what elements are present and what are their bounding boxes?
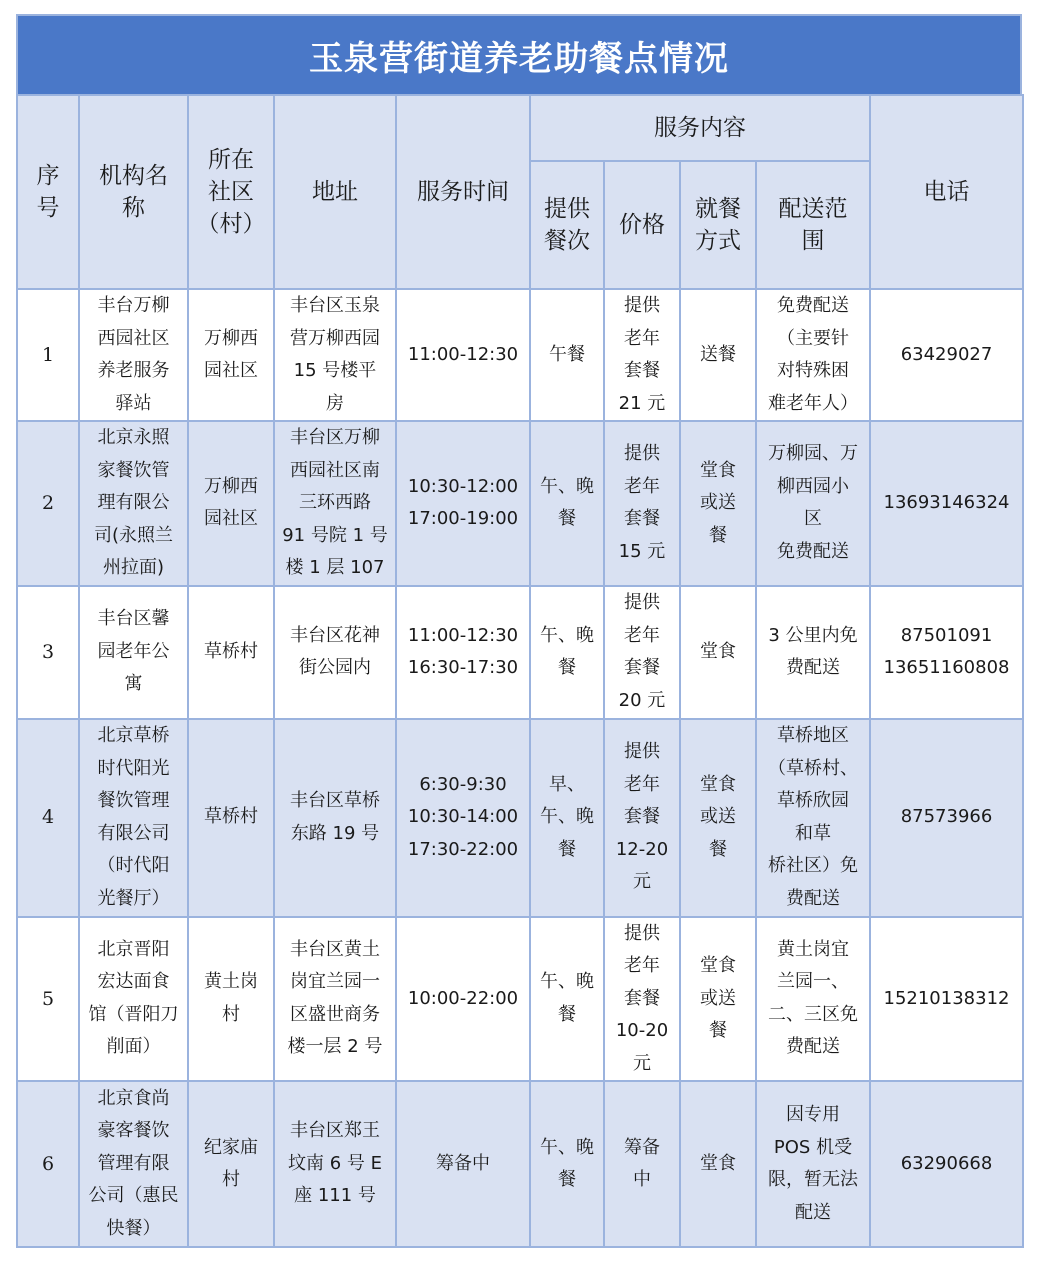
cell-line: 营万柳西园	[290, 327, 380, 349]
cell-community	[188, 421, 274, 586]
cell-line: 送餐	[700, 343, 736, 365]
cell-line: 西园社区	[97, 327, 170, 349]
cell-line: 老年	[624, 327, 660, 349]
cell-line: 21 元	[618, 392, 666, 414]
cell-line: 餐	[558, 1003, 576, 1025]
cell-line: 西园社区南	[290, 459, 380, 481]
cell-line: 10:00-22:00	[407, 987, 519, 1009]
header-community: 所在 社区 （村）	[188, 95, 274, 289]
cell-seq: 6	[17, 1081, 79, 1247]
cell-hours	[396, 289, 530, 421]
cell-line: 提供	[624, 741, 660, 763]
cell-community	[188, 917, 274, 1082]
table-row	[17, 586, 1023, 719]
cell-meals	[530, 719, 604, 917]
cell-line: 丰台区万柳	[290, 427, 380, 448]
cell-line: 三环西路	[299, 492, 371, 513]
cell-line: 元	[633, 871, 651, 893]
cell-line: 费配送	[786, 887, 840, 909]
table-row	[17, 917, 1023, 1082]
cell-line: 提供	[624, 295, 660, 316]
cell-line: 削面）	[106, 1036, 161, 1058]
cell-line: 老年	[624, 955, 660, 976]
cell-line: 桥社区）免	[768, 855, 858, 876]
cell-line: 堂食	[700, 955, 736, 976]
table-body	[17, 289, 1023, 1247]
cell-line: 15 元	[618, 540, 666, 562]
cell-community	[188, 586, 274, 719]
cell-line: 13651160808	[883, 657, 1010, 678]
cell-meals	[530, 289, 604, 421]
cell-line: 费配送	[786, 657, 840, 678]
cell-line: 餐	[558, 1169, 576, 1190]
cell-address	[274, 917, 396, 1082]
cell-line: 难老年人）	[768, 392, 858, 414]
cell-line: 3 公里内免	[768, 624, 858, 646]
cell-dining	[680, 586, 756, 719]
cell-line: 87501091	[900, 624, 993, 646]
cell-line: 管理有限	[97, 1152, 170, 1174]
cell-line: 万柳园、万	[768, 443, 858, 465]
cell-line: 套餐	[624, 657, 660, 678]
cell-line: 免费配送	[777, 295, 849, 316]
cell-line: 限，暂无法	[768, 1169, 858, 1190]
cell-line: 丰台区馨	[97, 608, 170, 630]
cell-org	[79, 1081, 188, 1247]
header-seq: 序 号	[17, 95, 79, 289]
cell-community	[188, 1081, 274, 1247]
cell-hours	[396, 586, 530, 719]
cell-line: 提供	[624, 592, 660, 613]
cell-line: 黄土岗宜	[777, 938, 849, 960]
cell-line: 丰台区花神	[290, 624, 380, 646]
cell-line: 15210138312	[883, 987, 1010, 1009]
cell-phone	[870, 289, 1023, 421]
cell-line: 餐	[709, 1020, 727, 1041]
cell-line: 园老年公	[97, 640, 170, 662]
cell-line: 餐	[558, 838, 576, 860]
cell-line: 筹备	[624, 1136, 660, 1158]
table-row	[17, 1081, 1023, 1247]
header-service-group: 服务内容	[530, 95, 870, 161]
cell-line: 理有限公	[97, 492, 170, 513]
cell-price	[604, 1081, 680, 1247]
cell-line: 万柳西	[204, 327, 258, 349]
cell-line: 兰园一、	[777, 971, 849, 993]
cell-line: 中	[633, 1169, 651, 1190]
cell-line: 午餐	[549, 343, 585, 365]
meal-service-table	[16, 94, 1024, 1248]
cell-line: 座 111 号	[294, 1185, 376, 1207]
cell-address	[274, 289, 396, 421]
cell-line: 坟南 6 号 E	[288, 1152, 382, 1174]
cell-line: 草桥地区	[777, 725, 849, 746]
table-row	[17, 421, 1023, 586]
cell-org	[79, 917, 188, 1082]
cell-line: 区	[804, 508, 822, 530]
cell-meals	[530, 917, 604, 1082]
cell-line: 10:30-14:00	[407, 806, 519, 828]
header-hours: 服务时间	[396, 95, 530, 289]
cell-price	[604, 586, 680, 719]
cell-line: （时代阳	[97, 855, 170, 876]
cell-line: 北京永照	[97, 427, 170, 448]
cell-line: 万柳西	[204, 475, 258, 497]
cell-line: 公司（惠民	[88, 1185, 179, 1207]
cell-line: 费配送	[786, 1036, 840, 1058]
cell-meals	[530, 421, 604, 586]
cell-hours	[396, 1081, 530, 1247]
cell-line: 宏达面食	[97, 971, 170, 993]
cell-seq: 3	[17, 586, 79, 719]
cell-line: 17:30-22:00	[407, 838, 519, 860]
cell-line: 91 号院 1 号	[282, 524, 388, 546]
cell-address	[274, 1081, 396, 1247]
cell-line: 快餐）	[106, 1217, 161, 1239]
cell-line: 套餐	[624, 987, 660, 1009]
cell-line: 有限公司	[97, 822, 170, 844]
cell-line: 豪客餐饮	[97, 1120, 170, 1142]
cell-line: 6:30-9:30	[419, 773, 507, 795]
header-meals: 提供 餐次	[530, 161, 604, 289]
cell-seq: 5	[17, 917, 79, 1082]
cell-price	[604, 917, 680, 1082]
cell-line: 11:00-12:30	[407, 343, 519, 365]
cell-meals	[530, 1081, 604, 1247]
cell-line: 17:00-19:00	[407, 508, 519, 530]
document	[16, 14, 1022, 1248]
cell-line: 或送	[700, 806, 736, 828]
cell-line: 餐	[709, 838, 727, 860]
cell-phone	[870, 586, 1023, 719]
cell-line: 岗宜兰园一	[290, 971, 380, 993]
cell-meals	[530, 586, 604, 719]
cell-line: 黄土岗	[204, 971, 258, 993]
cell-line: 草桥村	[204, 806, 258, 828]
cell-line: 驿站	[115, 392, 152, 414]
cell-line: 16:30-17:30	[407, 657, 519, 678]
cell-price	[604, 421, 680, 586]
cell-delivery	[756, 917, 870, 1082]
cell-delivery	[756, 289, 870, 421]
header-dining: 就餐 方式	[680, 161, 756, 289]
cell-dining	[680, 289, 756, 421]
cell-line: 15 号楼平	[293, 360, 377, 381]
cell-line: 午、晚	[540, 475, 594, 497]
cell-line: 楼一层 2 号	[287, 1036, 383, 1058]
cell-line: 柳西园小	[777, 475, 849, 497]
cell-line: 或送	[700, 987, 736, 1009]
cell-line: 北京草桥	[97, 725, 170, 746]
header-phone: 电话	[870, 95, 1023, 289]
cell-line: 州拉面)	[102, 557, 165, 578]
cell-line: 免费配送	[777, 540, 849, 562]
cell-line: 草桥欣园	[777, 790, 849, 811]
cell-line: 二、三区免	[768, 1003, 858, 1025]
cell-price	[604, 289, 680, 421]
cell-line: 司(永照兰	[93, 524, 174, 546]
cell-hours	[396, 421, 530, 586]
table-row	[17, 289, 1023, 421]
cell-line: 堂食	[700, 1152, 736, 1174]
cell-phone	[870, 1081, 1023, 1247]
cell-line: 光餐厅）	[97, 887, 170, 909]
cell-line: 12-20	[615, 838, 669, 860]
cell-dining	[680, 719, 756, 917]
cell-line: 63290668	[900, 1152, 993, 1174]
cell-phone	[870, 421, 1023, 586]
cell-line: 套餐	[624, 806, 660, 828]
cell-address	[274, 586, 396, 719]
cell-line: 北京食尚	[97, 1087, 170, 1109]
table-row	[17, 719, 1023, 917]
page-title: 玉泉营街道养老助餐点情况	[16, 14, 1022, 94]
cell-line: 丰台区玉泉	[290, 295, 380, 316]
cell-line: 午、晚	[540, 971, 594, 993]
cell-line: 丰台万柳	[97, 295, 170, 316]
cell-delivery	[756, 421, 870, 586]
cell-dining	[680, 1081, 756, 1247]
cell-line: 早、	[549, 773, 585, 795]
cell-hours	[396, 917, 530, 1082]
cell-phone	[870, 719, 1023, 917]
cell-line: 堂食	[700, 640, 736, 662]
cell-line: 餐	[709, 524, 727, 546]
cell-line: 87573966	[900, 806, 993, 828]
cell-line: 提供	[624, 443, 660, 465]
cell-line: 堂食	[700, 773, 736, 795]
cell-seq: 4	[17, 719, 79, 917]
cell-line: 13693146324	[883, 492, 1010, 513]
cell-line: 时代阳光	[97, 757, 170, 779]
cell-line: 村	[222, 1169, 240, 1190]
cell-line: 和草	[795, 822, 831, 844]
cell-line: 北京晋阳	[97, 938, 170, 960]
cell-line: 村	[222, 1003, 240, 1025]
cell-line: 配送	[795, 1201, 831, 1223]
header-price: 价格	[604, 161, 680, 289]
cell-line: 草桥村	[204, 640, 258, 662]
cell-line: （主要针	[777, 327, 849, 349]
cell-line: （草桥村、	[768, 757, 858, 779]
cell-line: 纪家庙	[204, 1136, 258, 1158]
cell-line: 丰台区草桥	[290, 790, 380, 811]
cell-line: 老年	[624, 624, 660, 646]
cell-line: 20 元	[618, 689, 666, 711]
cell-dining	[680, 421, 756, 586]
cell-line: 午、晚	[540, 624, 594, 646]
cell-line: 午、晚	[540, 1136, 594, 1158]
cell-line: POS 机受	[773, 1136, 853, 1158]
header-address: 地址	[274, 95, 396, 289]
cell-line: 10-20	[615, 1020, 669, 1041]
cell-seq: 1	[17, 289, 79, 421]
header-org: 机构名 称	[79, 95, 188, 289]
cell-delivery	[756, 719, 870, 917]
header-delivery: 配送范 围	[756, 161, 870, 289]
cell-line: 寓	[124, 673, 143, 695]
cell-community	[188, 719, 274, 917]
cell-line: 餐	[558, 508, 576, 530]
cell-address	[274, 421, 396, 586]
cell-community	[188, 289, 274, 421]
cell-line: 街公园内	[299, 657, 371, 678]
cell-line: 老年	[624, 773, 660, 795]
cell-line: 套餐	[624, 508, 660, 530]
cell-hours	[396, 719, 530, 917]
cell-line: 老年	[624, 475, 660, 497]
cell-dining	[680, 917, 756, 1082]
cell-line: 园社区	[204, 360, 258, 381]
cell-line: 11:00-12:30	[407, 624, 519, 646]
cell-line: 63429027	[900, 343, 993, 365]
cell-line: 午、晚	[540, 806, 594, 828]
cell-line: 餐	[558, 657, 576, 678]
cell-address	[274, 719, 396, 917]
cell-price	[604, 719, 680, 917]
cell-line: 10:30-12:00	[407, 475, 519, 497]
cell-line: 家餐饮管	[97, 459, 170, 481]
cell-line: 区盛世商务	[290, 1003, 380, 1025]
cell-phone	[870, 917, 1023, 1082]
cell-line: 餐饮管理	[97, 790, 170, 811]
cell-delivery	[756, 1081, 870, 1247]
cell-line: 套餐	[624, 360, 660, 381]
cell-line: 养老服务	[97, 360, 170, 381]
cell-seq: 2	[17, 421, 79, 586]
cell-delivery	[756, 586, 870, 719]
cell-org	[79, 586, 188, 719]
cell-line: 因专用	[786, 1104, 840, 1125]
header-row-1	[17, 95, 1023, 161]
cell-line: 元	[633, 1052, 651, 1074]
cell-line: 房	[326, 392, 344, 414]
cell-org	[79, 289, 188, 421]
cell-org	[79, 421, 188, 586]
cell-line: 馆（晋阳刀	[88, 1003, 179, 1025]
cell-line: 提供	[624, 922, 660, 944]
cell-line: 东路 19 号	[290, 822, 380, 844]
cell-org	[79, 719, 188, 917]
cell-line: 园社区	[204, 508, 258, 530]
cell-line: 筹备中	[436, 1152, 490, 1174]
cell-line: 或送	[700, 492, 736, 513]
cell-line: 丰台区郑王	[290, 1120, 380, 1142]
cell-line: 楼 1 层 107	[285, 557, 385, 578]
cell-line: 对特殊困	[777, 360, 849, 381]
cell-line: 丰台区黄土	[290, 938, 380, 960]
cell-line: 堂食	[700, 459, 736, 481]
